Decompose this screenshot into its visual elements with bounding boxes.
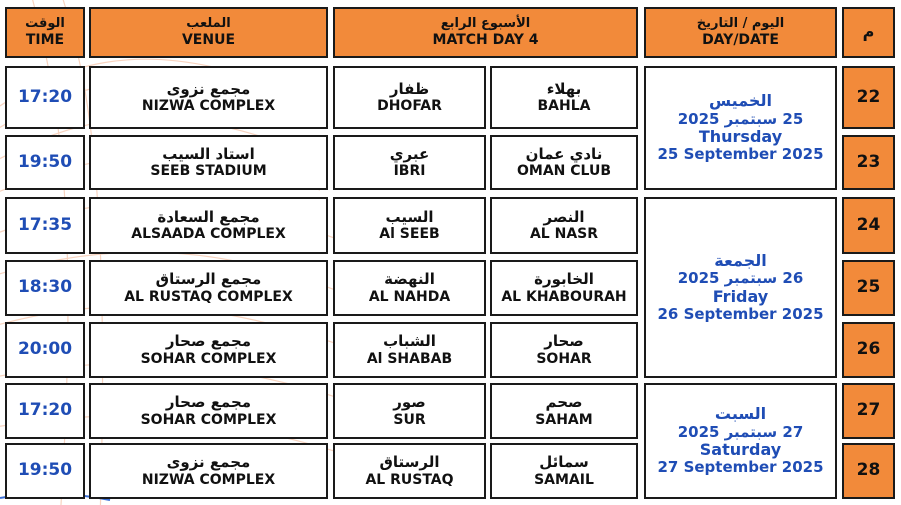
away-team-ar: الشباب <box>383 332 436 351</box>
header-match-day <box>333 7 638 58</box>
match-home-team <box>490 443 638 499</box>
header-number-label: م <box>862 22 875 42</box>
day-name-en: Thursday <box>698 127 783 146</box>
away-team-en: Al SHABAB <box>366 350 453 367</box>
venue-en: NIZWA COMPLEX <box>141 98 276 115</box>
match-home-team <box>490 260 638 316</box>
away-team-ar: صور <box>393 393 426 412</box>
home-team-ar: النصر <box>543 207 585 226</box>
home-team-ar: سمائل <box>539 453 589 472</box>
venue-ar: مجمع صحار <box>165 393 252 412</box>
venue-en: SEEB STADIUM <box>150 163 267 180</box>
header-time <box>5 7 85 58</box>
match-home-team <box>490 383 638 439</box>
match-venue <box>89 383 328 439</box>
home-team-ar: نادي عمان <box>525 144 603 163</box>
venue-en: ALSAADA COMPLEX <box>131 226 286 243</box>
day-name-ar: الخميس <box>709 91 772 111</box>
header-time-en: TIME <box>25 31 65 48</box>
venue-en: SOHAR COMPLEX <box>140 411 277 428</box>
date-en: 25 September 2025 <box>657 145 824 164</box>
header-venue-en: VENUE <box>181 31 236 48</box>
away-team-ar: النهضة <box>384 270 435 289</box>
venue-en: AL RUSTAQ COMPLEX <box>124 288 293 305</box>
away-team-en: SUR <box>393 411 426 428</box>
match-away-team <box>333 197 486 254</box>
home-team-en: SAMAIL <box>534 471 594 488</box>
away-team-ar: عبري <box>389 144 430 163</box>
home-team-en: SAHAM <box>535 411 593 428</box>
match-number: 22 <box>842 66 895 129</box>
venue-ar: مجمع نزوى <box>166 79 251 98</box>
match-number: 24 <box>842 197 895 254</box>
match-time: 19:50 <box>5 443 85 499</box>
match-venue <box>89 197 328 254</box>
day-date-block <box>644 383 837 499</box>
match-time: 17:35 <box>5 197 85 254</box>
match-away-team <box>333 322 486 378</box>
date-en: 27 September 2025 <box>657 458 824 477</box>
match-venue <box>89 66 328 129</box>
venue-ar: مجمع نزوى <box>166 453 251 472</box>
match-home-team <box>490 135 638 190</box>
match-away-team <box>333 443 486 499</box>
match-venue <box>89 322 328 378</box>
match-home-team <box>490 66 638 129</box>
day-name-en: Friday <box>712 286 769 306</box>
away-team-ar: الرستاق <box>379 453 440 472</box>
match-time: 20:00 <box>5 322 85 378</box>
away-team-en: IBRI <box>393 163 426 180</box>
match-venue <box>89 260 328 316</box>
date-ar: 25 سبتمبر 2025 <box>677 109 804 128</box>
match-home-team <box>490 197 638 254</box>
match-number: 28 <box>842 443 895 499</box>
match-time: 19:50 <box>5 135 85 190</box>
date-ar: 27 سبتمبر 2025 <box>677 422 804 441</box>
away-team-en: DHOFAR <box>377 98 442 115</box>
home-team-en: OMAN CLUB <box>517 163 611 180</box>
match-number: 25 <box>842 260 895 316</box>
home-team-en: AL KHABOURAH <box>501 288 627 305</box>
day-name-ar: السبت <box>714 404 767 424</box>
venue-ar: استاد السيب <box>162 144 255 163</box>
match-away-team <box>333 66 486 129</box>
home-team-en: AL NASR <box>529 226 599 243</box>
match-away-team <box>333 135 486 190</box>
home-team-ar: الخابورة <box>534 270 594 289</box>
venue-ar: مجمع الرستاق <box>155 270 262 289</box>
home-team-en: SOHAR <box>536 350 592 367</box>
venue-en: NIZWA COMPLEX <box>141 471 276 488</box>
day-date-block <box>644 66 837 190</box>
header-match-day-ar: الأسبوع الرابع <box>440 15 531 31</box>
home-team-ar: صحم <box>545 393 583 412</box>
day-date-block <box>644 197 837 378</box>
match-time: 18:30 <box>5 260 85 316</box>
away-team-ar: ظفار <box>389 79 430 98</box>
day-name-en: Saturday <box>699 440 782 459</box>
date-en: 26 September 2025 <box>657 304 824 323</box>
header-day-date-en: DAY/DATE <box>702 31 779 48</box>
header-match-day-en: MATCH DAY 4 <box>432 31 539 48</box>
header-time-ar: الوقت <box>25 15 65 31</box>
day-name-ar: الجمعة <box>714 250 767 270</box>
home-team-ar: صحار <box>544 332 584 351</box>
match-away-team <box>333 383 486 439</box>
match-time: 17:20 <box>5 383 85 439</box>
match-number: 27 <box>842 383 895 439</box>
header-venue-ar: الملعب <box>186 15 231 31</box>
match-venue <box>89 135 328 190</box>
away-team-en: AL RUSTAQ <box>365 471 454 488</box>
header-number <box>842 7 895 58</box>
away-team-en: Al SEEB <box>379 226 440 243</box>
home-team-ar: بهلاء <box>546 79 582 98</box>
match-number: 26 <box>842 322 895 378</box>
away-team-ar: السيب <box>385 207 434 226</box>
header-day-date <box>644 7 837 58</box>
match-time: 17:20 <box>5 66 85 129</box>
match-away-team <box>333 260 486 316</box>
away-team-en: AL NAHDA <box>368 288 451 305</box>
match-number: 23 <box>842 135 895 190</box>
venue-en: SOHAR COMPLEX <box>140 350 277 367</box>
header-venue <box>89 7 328 58</box>
venue-ar: مجمع السعادة <box>157 207 260 226</box>
date-ar: 26 سبتمبر 2025 <box>677 269 804 288</box>
header-day-date-ar: اليوم / التاريخ <box>696 15 785 31</box>
venue-ar: مجمع صحار <box>165 332 252 351</box>
home-team-en: BAHLA <box>537 98 591 115</box>
match-home-team <box>490 322 638 378</box>
match-venue <box>89 443 328 499</box>
